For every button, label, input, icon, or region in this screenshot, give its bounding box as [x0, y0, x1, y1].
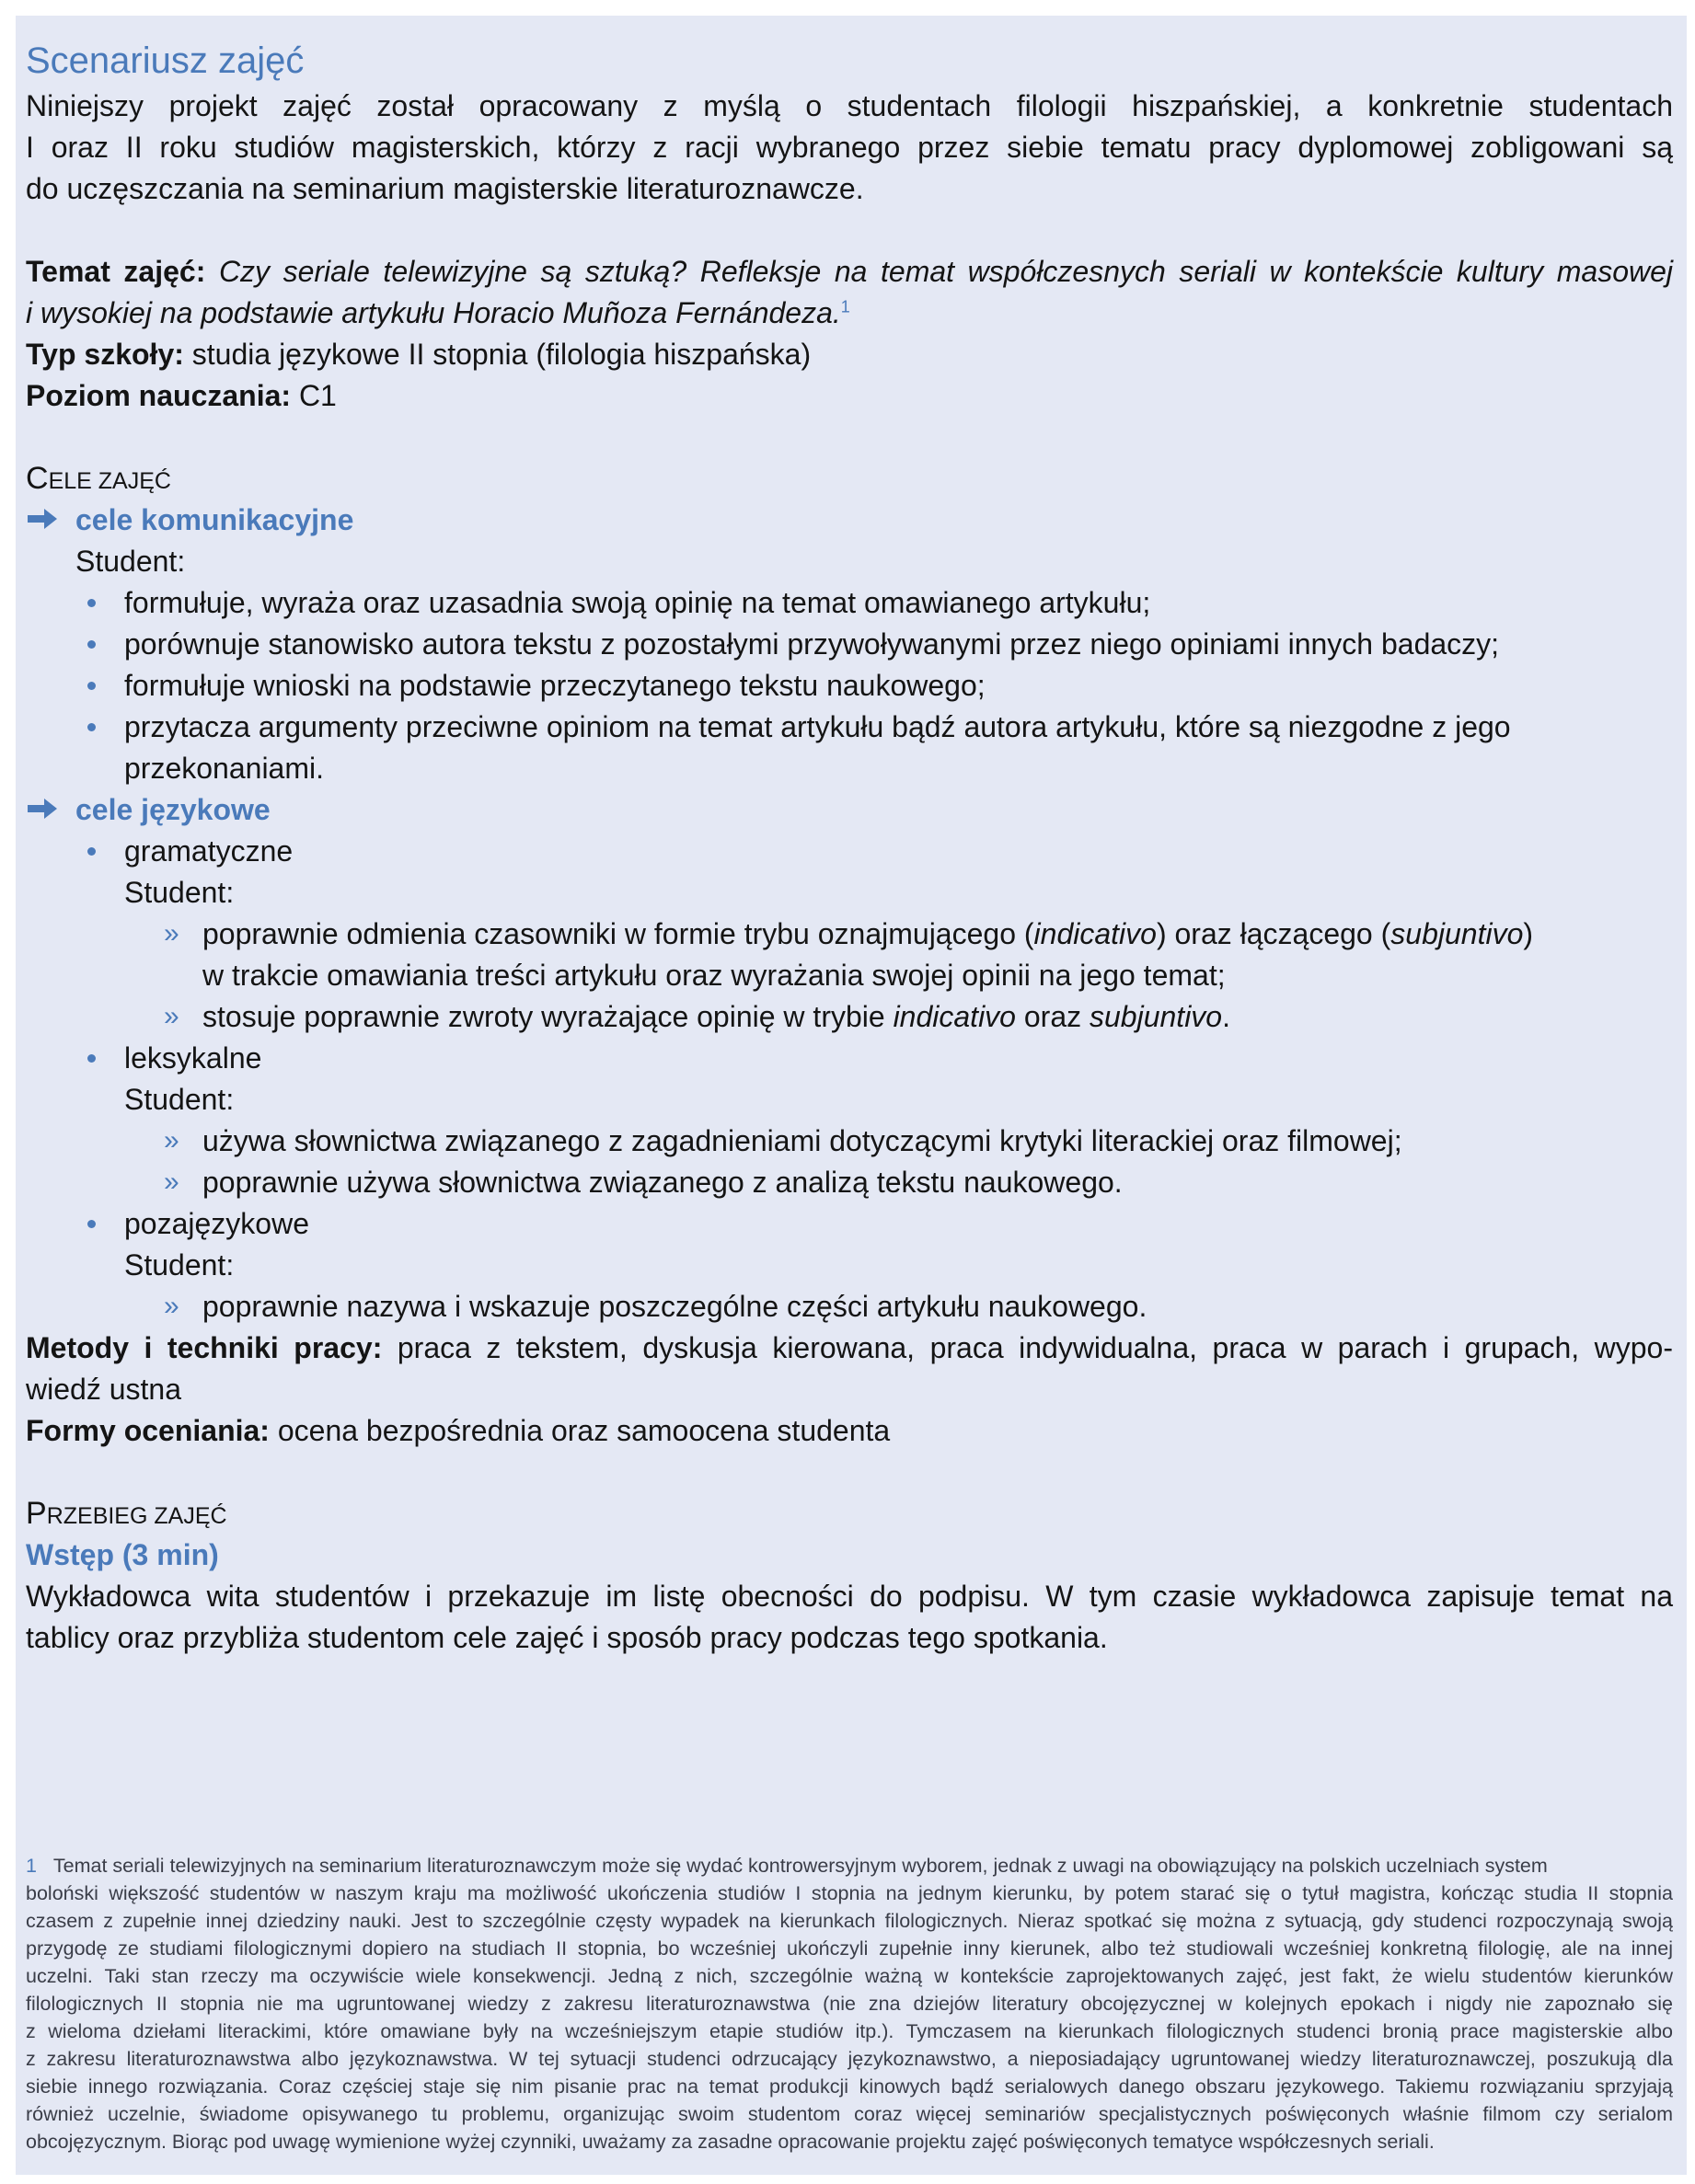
lexical-subheading: leksykalne: [124, 1041, 262, 1075]
footnote-line: obcojęzycznym. Biorąc pod uwagę wymienione wyżej czynniki, uważamy za zasadne opracowanie projektu zajęć poświęconych tematyce współczesnych seriali.: [26, 2131, 1435, 2153]
footnote-line: boloński większość studentów w naszym kraju ma możliwość ukończenia studiów I stopnia na jednym kierunku, by potem starać się o tytuł magistra, kończąc studia II stopnia: [26, 1882, 1673, 1904]
arrow-right-icon: [28, 509, 57, 529]
communicative-goals-heading: cele komunikacyjne: [75, 503, 354, 536]
footnote-line: uczelni. Taki stan rzeczy ma oczywiście wiele konsekwencji. Jedną z nich, szczególnie ważną w kontekście zaprojektowanych zajęć, jest fakt, że wielu studentów kierunków: [26, 1965, 1673, 1987]
list-item: porównuje stanowisko autora tekstu z pozostałymi przywoływanymi przez niego opiniami innych badaczy;: [124, 627, 1500, 661]
footnote-ref-link[interactable]: 1: [840, 297, 850, 316]
bullet-icon: [87, 847, 96, 856]
topic-line-1: [26, 251, 1673, 292]
student-label: Student:: [124, 876, 235, 909]
footnote-line: czasem z zupełnie innej dziedziny nauki. Jest to szczególnie częsty wypadek na kierunkach filologicznych. Nieraz spotkać się można z sytuacją, gdy studenci rozpoczynają swoją: [26, 1910, 1673, 1932]
school-type-label: Typ szkoły:: [26, 338, 184, 371]
list-item: stosuje poprawnie zwroty wyrażające opinię w trybie indicativo oraz subjuntivo.: [202, 1000, 1230, 1033]
methods-cont: wiedź ustna: [26, 1373, 181, 1406]
intro-line: I oraz II roku studiów magisterskich, którzy z racji wybranego przez siebie tematu pracy dyplomowej zobligowani są: [26, 131, 1673, 164]
intro-section-line: Wykładowca wita studentów i przekazuje im listę obecności do podpisu. W tym czasie wykładowca zapisuje temat na: [26, 1580, 1673, 1613]
footnote-number: 1: [26, 1855, 37, 1877]
topic-text-cont: i wysokiej na podstawie artykułu Horacio Muñoza Fernándeza.: [26, 296, 841, 329]
list-item: poprawnie używa słownictwa związanego z analizą tekstu naukowego.: [202, 1166, 1123, 1199]
school-type-value: studia językowe II stopnia (filologia hiszpańska): [191, 338, 812, 371]
extralinguistic-subheading: pozajęzykowe: [124, 1207, 309, 1240]
footnote-line: również uczelnie, świadome opisywanego tu problemu, organizując swoim studentom coraz więcej seminariów specjalistycznych poświęconych właśnie filmom czy serialom: [26, 2103, 1673, 2125]
intro-section-heading: Wstęp (3 min): [26, 1538, 219, 1571]
student-label: Student:: [124, 1248, 235, 1282]
list-item-cont: przekonaniami.: [124, 752, 324, 785]
linguistic-goals-heading: cele językowe: [75, 793, 271, 826]
list-item: formułuje wnioski na podstawie przeczytanego tekstu naukowego;: [124, 669, 986, 702]
student-label: Student:: [75, 545, 186, 578]
intro-line: Niniejszy projekt zajęć został opracowany z myślą o studentach filologii hiszpańskiej, a konkretnie studentach: [26, 89, 1673, 122]
course-heading: PRZEBIEG ZAJĘĆ: [26, 1496, 227, 1531]
school-type: [26, 334, 811, 374]
double-chevron-icon: »: [164, 1291, 179, 1321]
bullet-icon: [87, 723, 96, 731]
topic-text: Czy seriale telewizyjne są sztuką? Refleksje na temat współczesnych seriali w kontekście kultury masowej: [218, 255, 1674, 288]
list-item: przytacza argumenty przeciwne opiniom na temat artykułu bądź autora artykułu, które są niezgodne z jego: [124, 710, 1511, 743]
grammar-subheading: gramatyczne: [124, 834, 294, 868]
intro-section-line: tablicy oraz przybliża studentom cele zajęć i sposób pracy podczas tego spotkania.: [26, 1621, 1108, 1654]
bullet-icon: [87, 1220, 96, 1228]
bullet-icon: [87, 599, 96, 607]
bullet-icon: [87, 640, 96, 649]
footnote-line: siebie innego rozwiązania. Coraz częściej staje się nim pisanie prac na temat produkcji kinowych bądź serialowych danego obszaru językowego. Takiemu rozwiązaniu sprzyjają: [26, 2075, 1673, 2098]
intro-line: do uczęszczania na seminarium magisterskie literaturoznawcze.: [26, 172, 864, 205]
methods-label: Metody i techniki pracy:: [26, 1331, 383, 1364]
teaching-level-label: Poziom nauczania:: [26, 379, 292, 412]
student-label: Student:: [124, 1083, 235, 1116]
list-item: poprawnie odmienia czasowniki w formie trybu oznajmującego (indicativo) oraz łączącego (subjuntivo): [202, 917, 1534, 950]
footnote-line: 1 Temat seriali telewizyjnych na seminarium literaturoznawczym może się wydać kontrowersyjnym wyborem, jednak z uwagi na obowiązujący na polskich uczelniach system: [26, 1855, 1548, 1877]
assessment: [26, 1410, 890, 1451]
goals-heading: CELE ZAJĘĆ: [26, 461, 171, 496]
teaching-level: [26, 375, 337, 416]
double-chevron-icon: »: [164, 1001, 179, 1031]
methods-value: praca z tekstem, dyskusja kierowana, praca indywidualna, praca w parach i grupach, wypo-: [397, 1331, 1674, 1364]
footnote-line: z wieloma dziełami literackimi, które omawiane były na wcześniejszym etapie studiów itp.). Tymczasem na kierunkach filologicznych studenci bronią prace magisterskie albo: [26, 2020, 1673, 2042]
assessment-label: Formy oceniania:: [26, 1414, 270, 1447]
footnote-line: filologicznych II stopnia nie ma ugruntowanej wiedzy z zakresu literaturoznawstwa (nie zna dziejów literatury obcojęzycznej w kolejnych epokach i nigdy nie zapoznało się: [26, 1993, 1673, 2015]
assessment-value: ocena bezpośrednia oraz samoocena studenta: [277, 1414, 891, 1447]
list-item: poprawnie nazywa i wskazuje poszczególne części artykułu naukowego.: [202, 1290, 1147, 1323]
double-chevron-icon: »: [164, 1125, 179, 1155]
bullet-icon: [87, 1054, 96, 1063]
double-chevron-icon: »: [164, 918, 179, 948]
list-item-cont: w trakcie omawiania treści artykułu oraz wyrażania swojej opinii na jego temat;: [202, 959, 1226, 992]
footnote-line: z zakresu literaturoznawstwa albo językoznawstwa. W tej sytuacji studenci odrzucający językoznawstwo, a nieposiadający ugruntowanej wiedzy literaturoznawczej, poszukują dla: [26, 2048, 1673, 2070]
topic-label: Temat zajęć:: [26, 255, 206, 288]
list-item: używa słownictwa związanego z zagadnieniami dotyczącymi krytyki literackiej oraz filmowej;: [202, 1124, 1402, 1157]
teaching-level-value: C1: [298, 379, 337, 412]
bullet-icon: [87, 682, 96, 690]
double-chevron-icon: »: [164, 1167, 179, 1197]
page-title: Scenariusz zajęć: [26, 40, 305, 81]
list-item: formułuje, wyraża oraz uzasadnia swoją opinię na temat omawianego artykułu;: [124, 586, 1151, 619]
topic-line-2: [26, 293, 850, 333]
methods: [26, 1328, 1673, 1368]
footnote-line: przygodę ze studiami filologicznymi dopiero na studiach II stopnia, bo wcześniej ukończyli zupełnie inny kierunek, albo też studiowali wcześniej konkretną filologię, ale na innej: [26, 1937, 1673, 1960]
arrow-right-icon: [28, 799, 57, 819]
